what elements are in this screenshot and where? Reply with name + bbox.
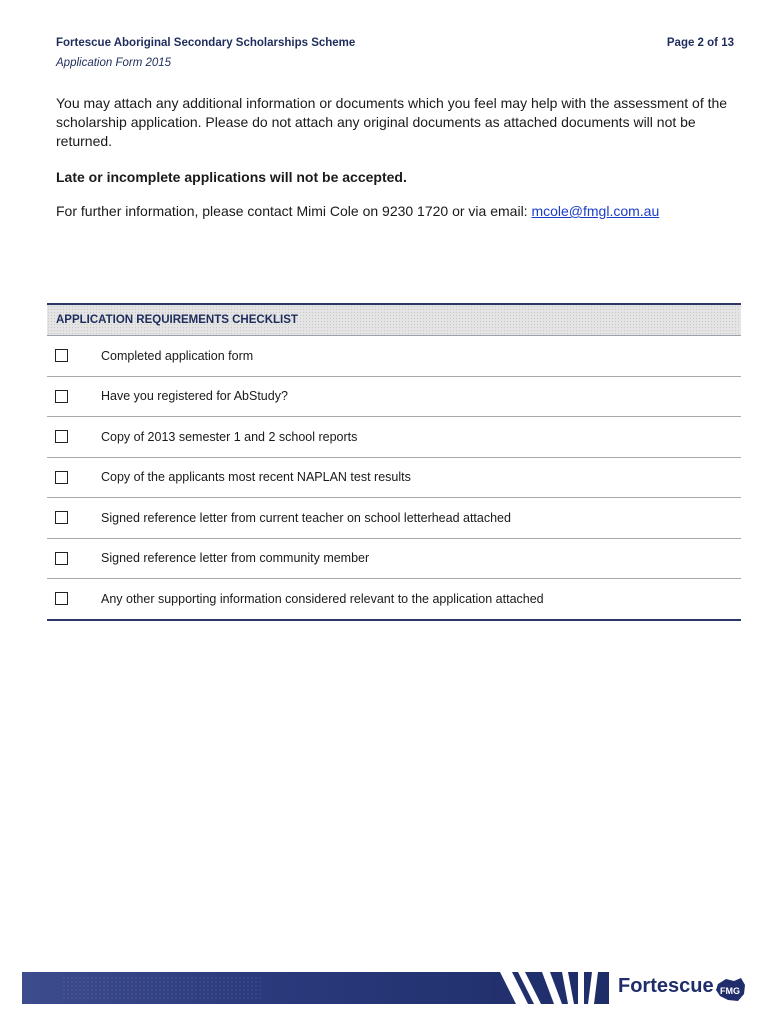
checklist-item	[47, 539, 741, 580]
checklist-title: APPLICATION REQUIREMENTS CHECKLIST	[47, 305, 741, 336]
checklist-item-label: Copy of the applicants most recent NAPLAN test results	[101, 470, 411, 485]
fmg-badge-icon	[714, 976, 748, 1004]
contact-email-link[interactable]: mcole@fmgl.com.au	[531, 203, 660, 219]
checklist-checkbox[interactable]	[55, 511, 68, 524]
checklist-checkbox[interactable]	[55, 349, 68, 362]
checklist-item	[47, 458, 741, 499]
checklist-checkbox[interactable]	[55, 430, 68, 443]
checklist-item	[47, 417, 741, 458]
checklist-checkbox[interactable]	[55, 552, 68, 565]
checklist-item-label: Any other supporting information considered relevant to the application attached	[101, 591, 544, 606]
checklist-checkbox[interactable]	[55, 592, 68, 605]
contact-text: For further information, please contact Mimi Cole on 9230 1720 or via email:	[56, 203, 532, 219]
page-number: Page 2 of 13	[666, 37, 734, 49]
checklist-checkbox[interactable]	[55, 471, 68, 484]
footer-banner	[22, 972, 609, 1004]
checklist-item-label: Have you registered for AbStudy?	[101, 389, 288, 404]
checklist-item	[47, 377, 741, 418]
checklist-item	[47, 498, 741, 539]
footer-stripes-graphic	[22, 972, 609, 1004]
checklist-item-label: Signed reference letter from current teacher on school letterhead attached	[101, 510, 511, 525]
contact-information	[56, 202, 746, 221]
fmg-badge-text: FMG	[720, 986, 740, 996]
document-title: Fortescue Aboriginal Secondary Scholarships Scheme	[56, 37, 356, 49]
fortescue-logo-text: Fortescue	[618, 975, 714, 997]
checklist-item-label: Completed application form	[101, 348, 254, 363]
checklist-item-label: Signed reference letter from community member	[101, 551, 370, 566]
checklist-checkbox[interactable]	[55, 390, 68, 403]
checklist-item	[47, 336, 741, 377]
attachment-instructions: You may attach any additional information or documents which you feel may help with the assessment of the scholarship application. Please do not attach any original documents as attached documents will not be returned.	[56, 95, 728, 149]
application-requirements-checklist	[47, 303, 741, 621]
checklist-item	[47, 579, 741, 619]
late-applications-warning: Late or incomplete applications will not be accepted.	[56, 169, 407, 185]
checklist-item-label: Copy of 2013 semester 1 and 2 school reports	[101, 429, 358, 444]
document-subtitle: Application Form 2015	[56, 57, 172, 69]
